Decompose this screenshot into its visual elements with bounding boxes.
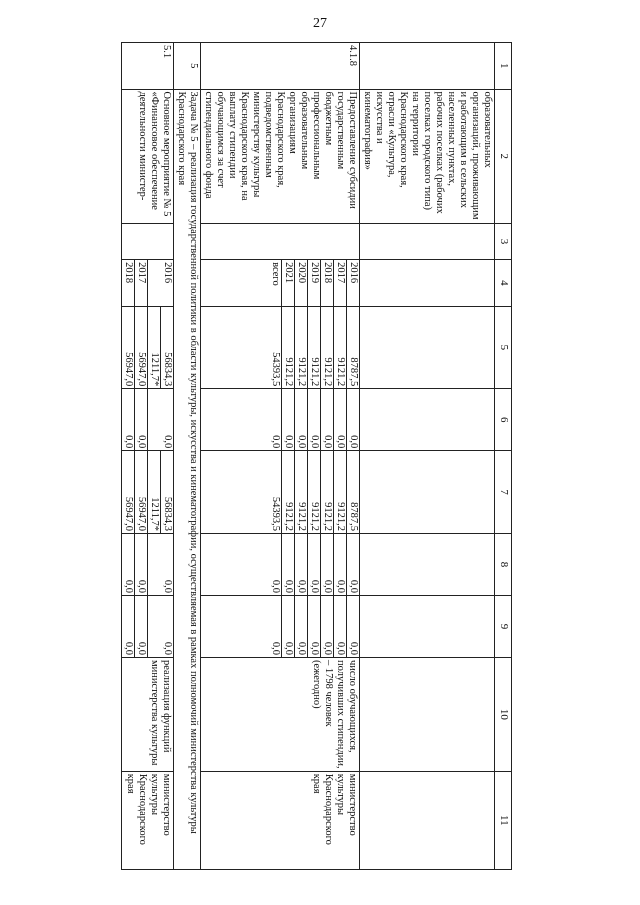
row-description: Предоставление субсидии государственным бюджетным профессиональным образовательным организациям Краснодарского края, подведомственным министерству культуры Краснодарского края, на выплату стипендии обучающимся за счет стипендиального фонда bbox=[201, 89, 360, 223]
rotated-table-container bbox=[94, 42, 512, 870]
continuation-row bbox=[360, 43, 495, 870]
executor-cell: министерство культуры Краснодарского края bbox=[122, 771, 174, 869]
value-list bbox=[269, 596, 359, 657]
value-cell: 0,0 bbox=[270, 435, 281, 449]
year-cell: 2017 bbox=[135, 260, 148, 306]
value-list bbox=[269, 451, 359, 533]
value-cell: 0,0 bbox=[347, 596, 360, 657]
value-cell: 8787,5 bbox=[347, 451, 360, 533]
value-cell: 8787,5 bbox=[347, 307, 360, 389]
value-list bbox=[122, 596, 173, 657]
value-cell: 0,0 bbox=[334, 389, 347, 450]
value-cell: 56947,0 bbox=[135, 307, 148, 389]
task-description: Задача № 5 – реализация государственной политики в области культуры, искусства и кинематографии, осуществляемая в рамках полномочий министерства культуры Краснодарского края bbox=[174, 89, 201, 869]
col-header: 7 bbox=[495, 451, 512, 534]
value-cell: 0,0 bbox=[270, 579, 281, 593]
value-cell: 56834,3 bbox=[161, 451, 174, 533]
task-row bbox=[174, 43, 201, 870]
value-cell: 0,0 bbox=[347, 389, 360, 450]
value-cell: 0,0 bbox=[308, 534, 321, 595]
header-row bbox=[495, 43, 512, 870]
col-header: 5 bbox=[495, 306, 512, 389]
row-number: 4.1.8 bbox=[201, 43, 360, 90]
year-cell: 2016 bbox=[347, 260, 360, 306]
value-cell: 56947,0 bbox=[135, 451, 148, 533]
value-cell: 9121,2 bbox=[334, 451, 347, 533]
value-cell: 56834,3 bbox=[161, 307, 174, 389]
result-cell: число обучающихся, получивших стипендии, – 1798 человек (ежегодно) bbox=[201, 658, 360, 772]
program-table bbox=[121, 42, 512, 870]
value-cell: 0,0 bbox=[123, 641, 134, 655]
value-cell: 0,0 bbox=[148, 389, 174, 450]
year-cell: 2018 bbox=[123, 262, 134, 284]
value-cell: 0,0 bbox=[148, 596, 174, 657]
value-list bbox=[269, 307, 359, 389]
col-header: 9 bbox=[495, 595, 512, 657]
value-cell: 0,0 bbox=[334, 596, 347, 657]
year-cell: 2018 bbox=[321, 260, 334, 306]
value-cell: 0,0 bbox=[334, 534, 347, 595]
col-header: 4 bbox=[495, 260, 512, 307]
value-cell: 0,0 bbox=[123, 435, 134, 449]
value-cell: 56947,0 bbox=[123, 496, 134, 531]
col-header: 10 bbox=[495, 658, 512, 772]
value-cell: 0,0 bbox=[135, 534, 148, 595]
value-cell: 1211,7* bbox=[148, 451, 161, 533]
value-list bbox=[122, 307, 173, 389]
value-cell: 9121,2 bbox=[295, 307, 308, 389]
col-header: 2 bbox=[495, 89, 512, 223]
value-cell: 9121,2 bbox=[321, 451, 334, 533]
value-cell: 0,0 bbox=[308, 596, 321, 657]
table-row bbox=[201, 43, 360, 870]
value-cell: 0,0 bbox=[270, 641, 281, 655]
col-header: 3 bbox=[495, 223, 512, 259]
value-cell: 0,0 bbox=[282, 596, 295, 657]
row-number: 5.1 bbox=[122, 43, 174, 90]
value-cell: 9121,2 bbox=[295, 451, 308, 533]
years-list bbox=[269, 260, 359, 306]
year-cell: 2017 bbox=[334, 260, 347, 306]
value-list bbox=[269, 389, 359, 450]
value-cell: 0,0 bbox=[282, 534, 295, 595]
page-number: 27 bbox=[313, 16, 327, 31]
year-cell: 2021 bbox=[282, 260, 295, 306]
col-header: 11 bbox=[495, 771, 512, 869]
value-cell: 56947,0 bbox=[123, 352, 134, 387]
value-cell: 0,0 bbox=[123, 579, 134, 593]
value-cell: 0,0 bbox=[321, 389, 334, 450]
year-cell: 2020 bbox=[295, 260, 308, 306]
value-list bbox=[122, 534, 173, 595]
col-header: 6 bbox=[495, 389, 512, 451]
value-list bbox=[122, 451, 173, 533]
result-cell: реализация функций министерства культуры bbox=[122, 658, 174, 772]
year-cell: 2016 bbox=[148, 260, 174, 306]
year-cell: 2019 bbox=[308, 260, 321, 306]
years-list bbox=[122, 260, 173, 306]
value-cell: 0,0 bbox=[148, 534, 174, 595]
row-description: Основное мероприятие № 5 «Финансовое обеспечение деятельности министер- bbox=[122, 89, 174, 223]
value-cell: 0,0 bbox=[295, 596, 308, 657]
row-number: 5 bbox=[174, 43, 201, 90]
year-cell: всего bbox=[270, 262, 281, 286]
value-list bbox=[269, 534, 359, 595]
value-cell: 9121,2 bbox=[308, 307, 321, 389]
value-list bbox=[122, 389, 173, 450]
value-cell: 0,0 bbox=[295, 389, 308, 450]
value-cell: 54393,5 bbox=[270, 496, 281, 531]
col-header: 1 bbox=[495, 43, 512, 90]
value-cell: 9121,2 bbox=[282, 451, 295, 533]
value-cell: 54393,5 bbox=[270, 352, 281, 387]
value-cell: 0,0 bbox=[321, 534, 334, 595]
value-cell: 0,0 bbox=[347, 534, 360, 595]
value-cell: 0,0 bbox=[321, 596, 334, 657]
value-cell: 0,0 bbox=[135, 389, 148, 450]
value-cell: 0,0 bbox=[135, 596, 148, 657]
value-cell: 0,0 bbox=[282, 389, 295, 450]
value-cell: 0,0 bbox=[295, 534, 308, 595]
value-cell: 0,0 bbox=[308, 389, 321, 450]
col-header: 8 bbox=[495, 533, 512, 595]
value-cell: 1211,7* bbox=[148, 307, 161, 389]
table-row bbox=[122, 43, 174, 870]
value-cell: 9121,2 bbox=[334, 307, 347, 389]
executor-cell: министерство культуры Краснодарского края bbox=[201, 771, 360, 869]
value-cell: 9121,2 bbox=[321, 307, 334, 389]
value-cell: 9121,2 bbox=[308, 451, 321, 533]
row-description: образовательных организаций, проживающим и работающим в сельских населенных пунктах, рабочих поселках (рабочих поселках городского типа) на территории Краснодарского края, отрасли «Культура, искусства и кинематография» bbox=[360, 89, 495, 223]
value-cell: 9121,2 bbox=[282, 307, 295, 389]
